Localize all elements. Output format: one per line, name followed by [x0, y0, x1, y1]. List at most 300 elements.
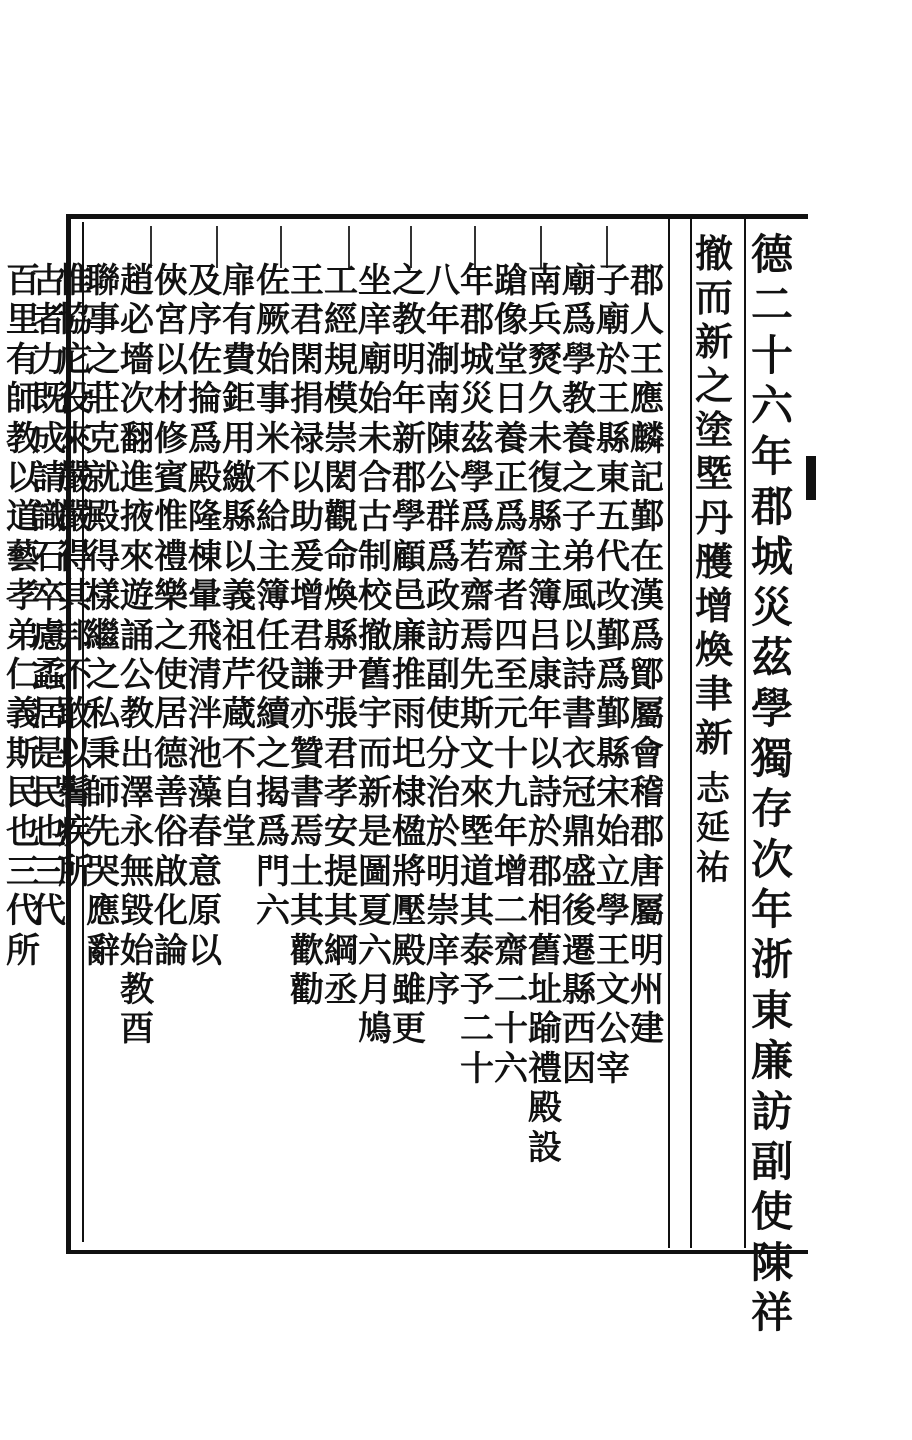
- text-column: [458, 262, 496, 1089]
- glyph: 城: [460, 339, 494, 380]
- glyph: 土: [290, 851, 324, 892]
- glyph: 鄞: [630, 497, 664, 538]
- glyph: 來: [460, 773, 494, 814]
- glyph: 主: [528, 536, 562, 577]
- glyph: 模: [324, 379, 358, 420]
- glyph: 克: [86, 418, 120, 459]
- glyph: 焉: [460, 615, 494, 656]
- glyph: 先: [86, 812, 120, 853]
- glyph: 郡: [630, 261, 664, 301]
- glyph: 之: [392, 261, 426, 301]
- glyph: 舊: [528, 930, 562, 971]
- glyph: 教: [6, 418, 40, 459]
- glyph: 有: [6, 339, 40, 380]
- glyph: 屬: [630, 694, 664, 735]
- glyph: 其: [324, 891, 358, 932]
- text-column: [220, 262, 258, 853]
- glyph: 民: [6, 773, 40, 814]
- glyph: 君: [290, 615, 324, 656]
- glyph: 蔵: [222, 694, 256, 735]
- text-column: [186, 262, 224, 971]
- glyph: 推: [392, 654, 426, 695]
- glyph: 六: [256, 891, 290, 932]
- glyph: 續: [256, 694, 290, 735]
- glyph: 訪: [750, 1086, 793, 1136]
- glyph: 酉: [120, 1009, 154, 1050]
- glyph: 道: [460, 851, 494, 892]
- glyph: 養: [562, 418, 596, 459]
- glyph: 春: [188, 812, 222, 853]
- text-column: [628, 262, 666, 1050]
- glyph: 宮: [154, 300, 188, 341]
- glyph: 南: [426, 379, 460, 420]
- glyph: 正: [494, 457, 528, 498]
- glyph: 道: [6, 497, 40, 538]
- glyph: 廉: [750, 1036, 793, 1086]
- glyph: 撤: [694, 231, 733, 276]
- glyph: 書: [562, 694, 596, 735]
- glyph: 惟: [154, 497, 188, 538]
- glyph: 以: [562, 615, 596, 656]
- glyph: 必: [120, 300, 154, 341]
- glyph: 漢: [630, 576, 664, 617]
- glyph: 齋: [494, 930, 528, 971]
- glyph: 王: [596, 930, 630, 971]
- glyph: 縣: [324, 615, 358, 656]
- glyph: 庠: [358, 300, 392, 341]
- glyph: 識: [32, 497, 66, 538]
- glyph: 庀: [58, 339, 92, 380]
- glyph: 副: [426, 654, 460, 695]
- text-column: [694, 770, 732, 888]
- glyph: 遷: [562, 930, 596, 971]
- glyph: 古: [358, 497, 392, 538]
- glyph: 扉: [222, 261, 256, 301]
- glyph: 繳: [222, 457, 256, 498]
- glyph: 年: [392, 379, 426, 420]
- glyph: 以: [222, 536, 256, 577]
- glyph: 制: [358, 536, 392, 577]
- glyph: 文: [596, 970, 630, 1011]
- glyph: 代: [6, 891, 40, 932]
- glyph: 提: [324, 851, 358, 892]
- glyph: 安: [324, 812, 358, 853]
- glyph: 志: [696, 769, 730, 809]
- glyph: 棣: [392, 773, 426, 814]
- glyph: 舊: [358, 654, 392, 695]
- glyph: 鳩: [358, 1009, 392, 1050]
- glyph: 延: [696, 808, 730, 849]
- glyph: 捐: [290, 379, 324, 420]
- glyph: 永: [120, 812, 154, 853]
- glyph: 雨: [392, 694, 426, 735]
- glyph: 坐: [358, 261, 392, 301]
- glyph: 堂: [222, 812, 256, 853]
- glyph: 郡: [528, 851, 562, 892]
- glyph: 年: [426, 300, 460, 341]
- glyph: 翻: [120, 418, 154, 459]
- glyph: 州: [630, 970, 664, 1011]
- glyph: 禮: [154, 536, 188, 577]
- glyph: 崇: [324, 418, 358, 459]
- glyph: 日: [494, 379, 528, 420]
- glyph: 會: [630, 733, 664, 774]
- glyph: 立: [596, 851, 630, 892]
- glyph: 宋: [596, 773, 630, 814]
- glyph: 請: [32, 457, 66, 498]
- glyph: 記: [630, 457, 664, 498]
- glyph: 丞: [324, 970, 358, 1011]
- glyph: 丹: [694, 495, 733, 540]
- glyph: 六: [358, 930, 392, 971]
- glyph: 庠: [426, 930, 460, 971]
- glyph: 新: [392, 418, 426, 459]
- glyph: 淛: [426, 339, 460, 380]
- glyph: 里: [6, 300, 40, 341]
- glyph: 年: [750, 885, 793, 935]
- glyph: 藻: [188, 773, 222, 814]
- glyph: 張: [324, 694, 358, 735]
- glyph: 文: [460, 733, 494, 774]
- glyph: 君: [324, 733, 358, 774]
- glyph: 閑: [290, 339, 324, 380]
- glyph: 事: [256, 379, 290, 420]
- glyph: 爲: [596, 654, 630, 695]
- glyph: 次: [120, 379, 154, 420]
- glyph: 工: [324, 261, 358, 301]
- glyph: 及: [188, 261, 222, 301]
- glyph: 邦: [58, 615, 92, 656]
- glyph: 王: [596, 379, 630, 420]
- glyph: 縣: [562, 970, 596, 1011]
- glyph: 意: [188, 851, 222, 892]
- glyph: 二: [494, 970, 528, 1011]
- glyph: 宇: [358, 694, 392, 735]
- glyph: 蹌: [494, 261, 528, 301]
- glyph: 始: [256, 339, 290, 380]
- glyph: 郡: [392, 457, 426, 498]
- glyph: 歡: [290, 930, 324, 971]
- glyph: 堂: [494, 339, 528, 380]
- glyph: 三: [32, 851, 66, 892]
- glyph: 揭: [256, 773, 290, 814]
- glyph: 災: [460, 379, 494, 420]
- glyph: 撤: [358, 615, 392, 656]
- glyph: 之: [86, 339, 120, 380]
- glyph: 祥: [750, 1288, 793, 1338]
- glyph: 書: [290, 773, 324, 814]
- glyph: 以: [188, 930, 222, 971]
- glyph: 師: [86, 773, 120, 814]
- text-column: [594, 262, 632, 1089]
- glyph: 子: [596, 261, 630, 301]
- glyph: 校: [358, 576, 392, 617]
- glyph: 禄: [290, 418, 324, 459]
- glyph: 分: [426, 733, 460, 774]
- glyph: 者: [494, 576, 528, 617]
- glyph: 楹: [392, 812, 426, 853]
- glyph: 出: [120, 733, 154, 774]
- glyph: 泰: [460, 930, 494, 971]
- glyph: 經: [324, 300, 358, 341]
- glyph: 縣: [596, 418, 630, 459]
- glyph: 在: [630, 536, 664, 577]
- text-column: [424, 262, 462, 1010]
- glyph: 以: [6, 457, 40, 498]
- glyph: 學: [460, 457, 494, 498]
- glyph: 未: [528, 418, 562, 459]
- glyph: 殿: [528, 1088, 562, 1129]
- glyph: 辭: [86, 930, 120, 971]
- glyph: 力: [32, 339, 66, 380]
- glyph: 爲: [426, 536, 460, 577]
- text-column: [390, 262, 428, 1050]
- glyph: 池: [188, 733, 222, 774]
- glyph: 王: [630, 339, 664, 380]
- glyph: 址: [528, 970, 562, 1011]
- glyph: 煥: [694, 627, 733, 672]
- glyph: 以: [528, 733, 562, 774]
- glyph: 綱: [324, 930, 358, 971]
- glyph: 謙: [290, 654, 324, 695]
- glyph: 毀: [120, 891, 154, 932]
- glyph: 公: [120, 654, 154, 695]
- glyph: 其: [460, 891, 494, 932]
- text-column: [254, 262, 292, 932]
- glyph: 贊: [290, 733, 324, 774]
- glyph: 禮: [528, 1048, 562, 1089]
- glyph: 雖: [392, 970, 426, 1011]
- glyph: 至: [494, 654, 528, 695]
- glyph: 明: [630, 930, 664, 971]
- glyph: 夏: [358, 891, 392, 932]
- glyph: 得: [58, 536, 92, 577]
- glyph: 焉: [290, 812, 324, 853]
- glyph: 宰: [596, 1048, 630, 1089]
- glyph: 敢: [58, 694, 92, 735]
- glyph: 誦: [120, 615, 154, 656]
- glyph: 教: [562, 379, 596, 420]
- glyph: 也: [32, 812, 66, 853]
- glyph: 斯: [6, 733, 40, 774]
- glyph: 因: [562, 1048, 596, 1089]
- glyph: 新: [694, 319, 733, 364]
- glyph: 所: [58, 851, 92, 892]
- glyph: 郡: [750, 481, 793, 531]
- glyph: 主: [256, 536, 290, 577]
- glyph: 既: [32, 379, 66, 420]
- glyph: 五: [596, 497, 630, 538]
- glyph: 壓: [392, 891, 426, 932]
- glyph: 自: [222, 773, 256, 814]
- glyph: 祖: [222, 615, 256, 656]
- glyph: 民: [32, 773, 66, 814]
- glyph: 芹: [222, 654, 256, 695]
- glyph: 教: [120, 694, 154, 735]
- glyph: 廟: [596, 300, 630, 341]
- glyph: 疾: [58, 812, 92, 853]
- glyph: 化: [154, 891, 188, 932]
- glyph: 清: [188, 654, 222, 695]
- glyph: 應: [86, 891, 120, 932]
- glyph: 君: [290, 300, 324, 341]
- glyph: 蟊: [32, 654, 66, 695]
- glyph: 觀: [324, 497, 358, 538]
- glyph: 役: [58, 379, 92, 420]
- text-column: [526, 262, 564, 1168]
- glyph: 佐: [256, 261, 290, 301]
- glyph: 使: [154, 654, 188, 695]
- glyph: 繼: [86, 615, 120, 656]
- glyph: 其: [58, 576, 92, 617]
- glyph: 隆: [188, 497, 222, 538]
- glyph: 墻: [120, 339, 154, 380]
- glyph: 廟: [358, 339, 392, 380]
- glyph: 來: [120, 536, 154, 577]
- glyph: 嚴: [58, 497, 92, 538]
- glyph: 先: [460, 654, 494, 695]
- glyph: 復: [528, 457, 562, 498]
- glyph: 盛: [562, 851, 596, 892]
- glyph: 養: [494, 418, 528, 459]
- glyph: 應: [630, 379, 664, 420]
- glyph: 六: [494, 1048, 528, 1089]
- glyph: 人: [630, 300, 664, 341]
- glyph: 給: [256, 497, 290, 538]
- glyph: 圖: [358, 851, 392, 892]
- glyph: 石: [32, 536, 66, 577]
- glyph: 更: [392, 1009, 426, 1050]
- glyph: 塈: [460, 812, 494, 853]
- glyph: 是: [358, 812, 392, 853]
- glyph: 於: [528, 812, 562, 853]
- glyph: 災: [750, 582, 793, 632]
- glyph: 建: [630, 1009, 664, 1050]
- glyph: 詩: [528, 773, 562, 814]
- glyph: 用: [222, 418, 256, 459]
- glyph: 雘: [694, 539, 733, 584]
- glyph: 詩: [562, 654, 596, 695]
- glyph: 元: [494, 694, 528, 735]
- glyph: 屬: [630, 891, 664, 932]
- glyph: 獨: [750, 733, 793, 783]
- glyph: 東: [750, 985, 793, 1035]
- glyph: 也: [6, 812, 40, 853]
- glyph: 邑: [392, 576, 426, 617]
- glyph: 卒: [32, 576, 66, 617]
- glyph: 樂: [154, 576, 188, 617]
- glyph: 者: [32, 300, 66, 341]
- glyph: 代: [32, 891, 66, 932]
- glyph: 弟: [6, 615, 40, 656]
- glyph: 吕: [528, 615, 562, 656]
- glyph: 副: [750, 1137, 793, 1187]
- glyph: 殿: [188, 457, 222, 498]
- glyph: 居: [154, 694, 188, 735]
- glyph: 有: [222, 300, 256, 341]
- glyph: 年: [528, 694, 562, 735]
- glyph: 掄: [188, 379, 222, 420]
- glyph: 爲: [460, 497, 494, 538]
- glyph: 鄮: [630, 654, 664, 695]
- glyph: 義: [222, 576, 256, 617]
- glyph: 私: [86, 694, 120, 735]
- glyph: 塈: [694, 451, 733, 496]
- glyph: 教: [120, 970, 154, 1011]
- glyph: 役: [256, 654, 290, 695]
- glyph: 其: [290, 891, 324, 932]
- glyph: 十: [494, 1009, 528, 1050]
- glyph: 唐: [630, 851, 664, 892]
- glyph: 衣: [562, 733, 596, 774]
- glyph: 城: [750, 532, 793, 582]
- glyph: 鉅: [222, 379, 256, 420]
- glyph: 郡: [630, 812, 664, 853]
- glyph: 尹: [324, 654, 358, 695]
- glyph: 爲: [256, 812, 290, 853]
- glyph: 浙: [750, 935, 793, 985]
- glyph: 之: [86, 654, 120, 695]
- glyph: 事: [86, 300, 120, 341]
- column-rule: [668, 218, 670, 1248]
- glyph: 爲: [630, 615, 664, 656]
- glyph: 二: [460, 1009, 494, 1050]
- glyph: 始: [120, 930, 154, 971]
- glyph: 若: [460, 536, 494, 577]
- glyph: 年: [460, 261, 494, 301]
- text-column: [492, 262, 530, 1089]
- glyph: 陳: [750, 1237, 793, 1287]
- glyph: 二: [494, 891, 528, 932]
- edge-ink-mark: [806, 456, 816, 500]
- glyph: 哭: [86, 851, 120, 892]
- glyph: 次: [750, 834, 793, 884]
- glyph: 而: [694, 275, 733, 320]
- glyph: 後: [562, 891, 596, 932]
- glyph: 藝: [6, 536, 40, 577]
- glyph: 公: [596, 1009, 630, 1050]
- glyph: 四: [494, 615, 528, 656]
- glyph: 新: [358, 773, 392, 814]
- glyph: 康: [528, 654, 562, 695]
- glyph: 始: [596, 812, 630, 853]
- glyph: 新: [694, 715, 733, 760]
- glyph: 修: [154, 418, 188, 459]
- glyph: 麟: [630, 418, 664, 459]
- glyph: 予: [460, 970, 494, 1011]
- glyph: 不: [58, 654, 92, 695]
- glyph: 茲: [460, 418, 494, 459]
- glyph: 煥: [324, 576, 358, 617]
- glyph: 圯: [392, 733, 426, 774]
- glyph: 東: [596, 457, 630, 498]
- text-column: [692, 232, 736, 760]
- glyph: 師: [6, 379, 40, 420]
- glyph: 冠: [562, 773, 596, 814]
- glyph: 簿: [528, 576, 562, 617]
- glyph: 風: [562, 576, 596, 617]
- glyph: 秉: [86, 733, 120, 774]
- glyph: 南: [528, 261, 562, 301]
- glyph: 於: [596, 339, 630, 380]
- glyph: 厥: [256, 300, 290, 341]
- glyph: 佐: [188, 339, 222, 380]
- glyph: 以: [154, 339, 188, 380]
- glyph: 之: [562, 457, 596, 498]
- glyph: 子: [562, 497, 596, 538]
- glyph: 崇: [426, 891, 460, 932]
- glyph: 米: [256, 418, 290, 459]
